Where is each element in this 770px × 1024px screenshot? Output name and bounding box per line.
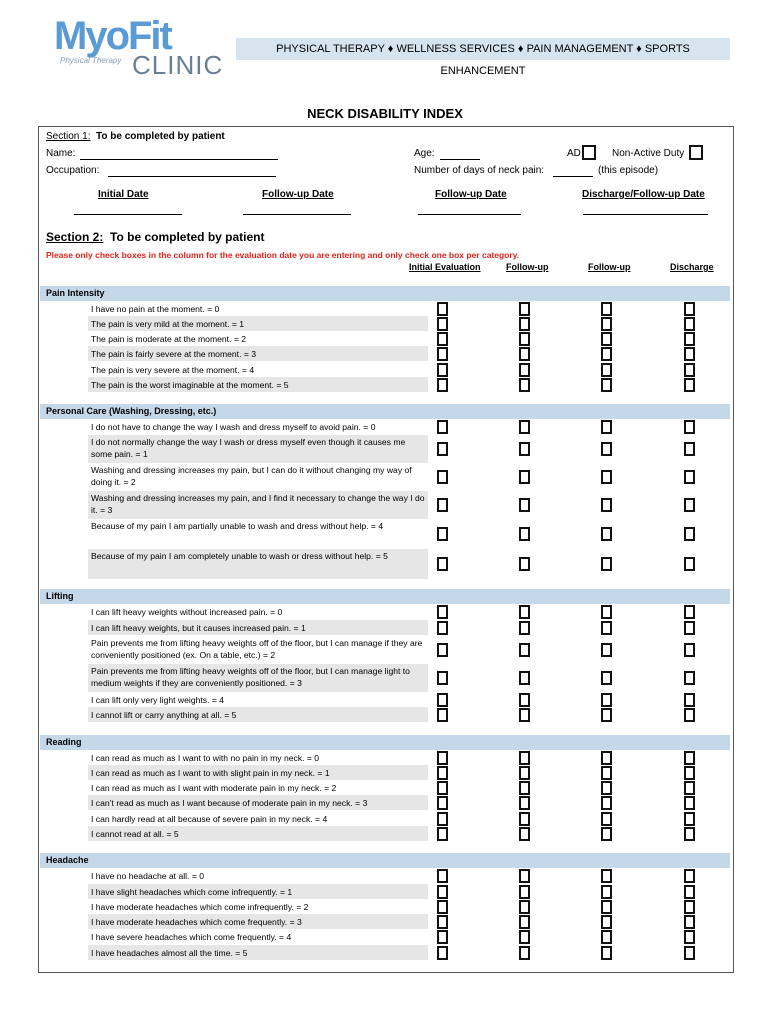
score-checkbox-col1[interactable]: [437, 643, 448, 657]
option-text: I can lift heavy weights, but it causes increased pain. = 1: [88, 620, 428, 635]
score-checkbox-col3[interactable]: [601, 302, 612, 316]
column-initial-evaluation: Initial Evaluation: [409, 262, 481, 272]
option-text: Pain prevents me from lifting heavy weights off of the floor, but I can manage light to medium weights if they are conveniently positioned. = 3: [88, 664, 428, 692]
services-banner: PHYSICAL THERAPY ♦ WELLNESS SERVICES ♦ PAIN MANAGEMENT ♦ SPORTS ENHANCEMENT: [236, 38, 730, 60]
score-checkbox-col4[interactable]: [684, 363, 695, 377]
age-field[interactable]: [440, 159, 480, 160]
date-field-discharge[interactable]: [583, 214, 708, 215]
score-checkbox-col3[interactable]: [601, 671, 612, 685]
score-checkbox-col1[interactable]: [437, 781, 448, 795]
score-checkbox-col1[interactable]: [437, 302, 448, 316]
option-text: I can lift only very light weights. = 4: [91, 695, 225, 705]
non-active-label: Non-Active Duty: [612, 148, 685, 159]
option-text: I can read as much as I want to with no pain in my neck. = 0: [91, 753, 320, 763]
score-checkbox-col3[interactable]: [601, 930, 612, 944]
logo-subtitle: Physical Therapy: [60, 56, 122, 65]
option-text: I do not have to change the way I wash and dress myself to avoid pain. = 0: [91, 422, 376, 432]
score-checkbox-col3[interactable]: [601, 751, 612, 765]
score-checkbox-col2[interactable]: [519, 363, 530, 377]
score-checkbox-col1[interactable]: [437, 621, 448, 635]
name-field[interactable]: [80, 159, 278, 160]
option-text: Because of my pain I am completely unable to wash or dress without help. = 5: [88, 549, 428, 579]
score-checkbox-col3[interactable]: [601, 885, 612, 899]
score-checkbox-col1[interactable]: [437, 930, 448, 944]
date-header-discharge: Discharge/Follow-up Date: [582, 189, 705, 200]
score-checkbox-col4[interactable]: [684, 827, 695, 841]
score-checkbox-col3[interactable]: [601, 363, 612, 377]
score-checkbox-col1[interactable]: [437, 693, 448, 707]
score-checkbox-col3[interactable]: [601, 827, 612, 841]
score-checkbox-col4[interactable]: [684, 781, 695, 795]
score-checkbox-col2[interactable]: [519, 869, 530, 883]
score-checkbox-col2[interactable]: [519, 643, 530, 657]
score-checkbox-col4[interactable]: [684, 605, 695, 619]
score-checkbox-col1[interactable]: [437, 442, 448, 456]
score-checkbox-col3[interactable]: [601, 796, 612, 810]
score-checkbox-col4[interactable]: [684, 527, 695, 541]
score-checkbox-col2[interactable]: [519, 527, 530, 541]
score-checkbox-col3[interactable]: [601, 347, 612, 361]
score-checkbox-col2[interactable]: [519, 827, 530, 841]
score-checkbox-col3[interactable]: [601, 812, 612, 826]
score-checkbox-col4[interactable]: [684, 317, 695, 331]
score-checkbox-col1[interactable]: [437, 885, 448, 899]
score-checkbox-col1[interactable]: [437, 869, 448, 883]
score-checkbox-col1[interactable]: [437, 900, 448, 914]
score-checkbox-col3[interactable]: [601, 527, 612, 541]
score-checkbox-col3[interactable]: [601, 708, 612, 722]
score-checkbox-col2[interactable]: [519, 317, 530, 331]
option-text: I cannot lift or carry anything at all. = 5: [88, 707, 428, 722]
score-checkbox-col3[interactable]: [601, 915, 612, 929]
option-text: I can’t read as much as I want because of moderate pain in my neck. = 3: [88, 795, 428, 810]
score-checkbox-col2[interactable]: [519, 442, 530, 456]
option-text: I have moderate headaches which come frequently. = 3: [88, 914, 428, 929]
score-checkbox-col2[interactable]: [519, 332, 530, 346]
category-header: Lifting: [40, 589, 730, 604]
option-text: I have moderate headaches which come infrequently. = 2: [91, 902, 309, 912]
score-checkbox-col1[interactable]: [437, 498, 448, 512]
score-checkbox-col4[interactable]: [684, 621, 695, 635]
date-field-followup-1[interactable]: [243, 214, 351, 215]
score-checkbox-col2[interactable]: [519, 796, 530, 810]
option-text: Washing and dressing increases my pain, but I can do it without changing my way of doing it. = 2: [91, 465, 412, 487]
score-checkbox-col4[interactable]: [684, 885, 695, 899]
score-checkbox-col2[interactable]: [519, 498, 530, 512]
option-text: Washing and dressing increases my pain, and I find it necessary to change the way I do it. = 3: [88, 491, 428, 519]
option-text: I have no headache at all. = 0: [91, 871, 204, 881]
score-checkbox-col3[interactable]: [601, 900, 612, 914]
score-checkbox-col4[interactable]: [684, 470, 695, 484]
score-checkbox-col3[interactable]: [601, 693, 612, 707]
score-checkbox-col1[interactable]: [437, 378, 448, 392]
score-checkbox-col2[interactable]: [519, 605, 530, 619]
option-text: I have severe headaches which come frequently. = 4: [91, 932, 292, 942]
score-checkbox-col2[interactable]: [519, 347, 530, 361]
score-checkbox-col1[interactable]: [437, 332, 448, 346]
option-text: I can lift heavy weights without increased pain. = 0: [91, 607, 283, 617]
score-checkbox-col1[interactable]: [437, 708, 448, 722]
score-checkbox-col3[interactable]: [601, 869, 612, 883]
category-header: Headache: [40, 853, 730, 868]
date-field-followup-2[interactable]: [418, 214, 521, 215]
option-text: The pain is very mild at the moment. = 1: [88, 316, 428, 331]
logo-clinic: CLINIC: [132, 50, 224, 80]
score-checkbox-col2[interactable]: [519, 671, 530, 685]
date-field-initial[interactable]: [74, 214, 182, 215]
option-text: Pain prevents me from lifting heavy weights off of the floor, but I can manage if they are conveniently positioned (ex. On a table, etc.) = 2: [91, 638, 423, 660]
non-active-checkbox[interactable]: [689, 145, 703, 160]
score-checkbox-col2[interactable]: [519, 900, 530, 914]
days-suffix: (this episode): [598, 165, 659, 176]
date-header-followup-1: Follow-up Date: [262, 189, 334, 200]
score-checkbox-col4[interactable]: [684, 900, 695, 914]
option-text: I do not normally change the way I wash or dress myself even though it causes me some pain. = 1: [88, 435, 428, 463]
section1-heading: Section 1: To be completed by patient: [46, 131, 225, 142]
score-checkbox-col3[interactable]: [601, 766, 612, 780]
score-checkbox-col2[interactable]: [519, 378, 530, 392]
score-checkbox-col1[interactable]: [437, 827, 448, 841]
name-label: Name:: [46, 148, 76, 159]
score-checkbox-col3[interactable]: [601, 643, 612, 657]
score-checkbox-col1[interactable]: [437, 796, 448, 810]
score-checkbox-col2[interactable]: [519, 302, 530, 316]
score-checkbox-col3[interactable]: [601, 442, 612, 456]
score-checkbox-col2[interactable]: [519, 420, 530, 434]
score-checkbox-col3[interactable]: [601, 946, 612, 960]
score-checkbox-col4[interactable]: [684, 946, 695, 960]
score-checkbox-col2[interactable]: [519, 781, 530, 795]
score-checkbox-col2[interactable]: [519, 812, 530, 826]
score-checkbox-col4[interactable]: [684, 671, 695, 685]
score-checkbox-col4[interactable]: [684, 347, 695, 361]
score-checkbox-col2[interactable]: [519, 946, 530, 960]
category-header: Personal Care (Washing, Dressing, etc.): [40, 404, 730, 419]
ad-checkbox[interactable]: [582, 145, 596, 160]
option-text: I can hardly read at all because of severe pain in my neck. = 4: [91, 814, 328, 824]
instruction-text: Please only check boxes in the column for the evaluation date you are entering and only check one box per category.: [46, 250, 520, 260]
score-checkbox-col1[interactable]: [437, 751, 448, 765]
section2-heading: Section 2: To be completed by patient: [46, 230, 265, 244]
page-title: NECK DISABILITY INDEX: [307, 106, 463, 121]
score-checkbox-col4[interactable]: [684, 693, 695, 707]
score-checkbox-col4[interactable]: [684, 869, 695, 883]
score-checkbox-col1[interactable]: [437, 347, 448, 361]
score-checkbox-col4[interactable]: [684, 498, 695, 512]
score-checkbox-col1[interactable]: [437, 946, 448, 960]
score-checkbox-col1[interactable]: [437, 812, 448, 826]
score-checkbox-col1[interactable]: [437, 420, 448, 434]
score-checkbox-col1[interactable]: [437, 671, 448, 685]
score-checkbox-col4[interactable]: [684, 812, 695, 826]
score-checkbox-col4[interactable]: [684, 796, 695, 810]
score-checkbox-col4[interactable]: [684, 302, 695, 316]
category-header: Reading: [40, 735, 730, 750]
option-text: Because of my pain I am partially unable to wash and dress without help. = 4: [91, 521, 384, 531]
option-text: I have no pain at the moment. = 0: [91, 304, 220, 314]
score-checkbox-col2[interactable]: [519, 885, 530, 899]
score-checkbox-col2[interactable]: [519, 470, 530, 484]
column-followup-1: Follow-up: [506, 262, 549, 272]
score-checkbox-col2[interactable]: [519, 708, 530, 722]
score-checkbox-col1[interactable]: [437, 363, 448, 377]
score-checkbox-col4[interactable]: [684, 420, 695, 434]
option-text: The pain is very severe at the moment. = 4: [91, 365, 255, 375]
score-checkbox-col3[interactable]: [601, 420, 612, 434]
score-checkbox-col4[interactable]: [684, 643, 695, 657]
column-discharge: Discharge: [670, 262, 714, 272]
score-checkbox-col1[interactable]: [437, 605, 448, 619]
score-checkbox-col1[interactable]: [437, 470, 448, 484]
option-text: The pain is moderate at the moment. = 2: [91, 334, 247, 344]
score-checkbox-col1[interactable]: [437, 915, 448, 929]
occupation-label: Occupation:: [46, 165, 100, 176]
score-checkbox-col4[interactable]: [684, 766, 695, 780]
score-checkbox-col4[interactable]: [684, 557, 695, 571]
score-checkbox-col3[interactable]: [601, 621, 612, 635]
column-followup-2: Follow-up: [588, 262, 631, 272]
score-checkbox-col1[interactable]: [437, 557, 448, 571]
score-checkbox-col3[interactable]: [601, 781, 612, 795]
score-checkbox-col4[interactable]: [684, 751, 695, 765]
days-field[interactable]: [553, 176, 593, 177]
score-checkbox-col3[interactable]: [601, 332, 612, 346]
score-checkbox-col2[interactable]: [519, 751, 530, 765]
score-checkbox-col2[interactable]: [519, 766, 530, 780]
option-text: The pain is the worst imaginable at the moment. = 5: [88, 377, 428, 392]
score-checkbox-col2[interactable]: [519, 915, 530, 929]
option-text: The pain is fairly severe at the moment. = 3: [88, 346, 428, 361]
score-checkbox-col2[interactable]: [519, 621, 530, 635]
score-checkbox-col4[interactable]: [684, 930, 695, 944]
score-checkbox-col3[interactable]: [601, 498, 612, 512]
score-checkbox-col1[interactable]: [437, 527, 448, 541]
occupation-field[interactable]: [108, 176, 276, 177]
date-header-initial: Initial Date: [98, 189, 149, 200]
score-checkbox-col3[interactable]: [601, 557, 612, 571]
option-text: I cannot read at all. = 5: [88, 826, 428, 841]
date-header-followup-2: Follow-up Date: [435, 189, 507, 200]
option-text: I can read as much as I want to with slight pain in my neck. = 1: [88, 765, 428, 780]
score-checkbox-col2[interactable]: [519, 557, 530, 571]
score-checkbox-col4[interactable]: [684, 708, 695, 722]
logo-wordmark: MyoFit: [54, 14, 171, 58]
score-checkbox-col3[interactable]: [601, 317, 612, 331]
score-checkbox-col2[interactable]: [519, 693, 530, 707]
score-checkbox-col4[interactable]: [684, 332, 695, 346]
score-checkbox-col3[interactable]: [601, 605, 612, 619]
days-label: Number of days of neck pain:: [414, 165, 545, 176]
score-checkbox-col4[interactable]: [684, 915, 695, 929]
clinic-logo: [46, 12, 236, 80]
score-checkbox-col1[interactable]: [437, 317, 448, 331]
score-checkbox-col2[interactable]: [519, 930, 530, 944]
option-text: I can read as much as I want with moderate pain in my neck. = 2: [91, 783, 337, 793]
category-header: Pain Intensity: [40, 286, 730, 301]
age-label: Age:: [414, 148, 435, 159]
option-text: I have headaches almost all the time. = 5: [88, 945, 428, 960]
score-checkbox-col3[interactable]: [601, 470, 612, 484]
score-checkbox-col3[interactable]: [601, 378, 612, 392]
score-checkbox-col1[interactable]: [437, 766, 448, 780]
score-checkbox-col4[interactable]: [684, 442, 695, 456]
score-checkbox-col4[interactable]: [684, 378, 695, 392]
ad-label: AD: [567, 148, 581, 159]
option-text: I have slight headaches which come infrequently. = 1: [88, 884, 428, 899]
